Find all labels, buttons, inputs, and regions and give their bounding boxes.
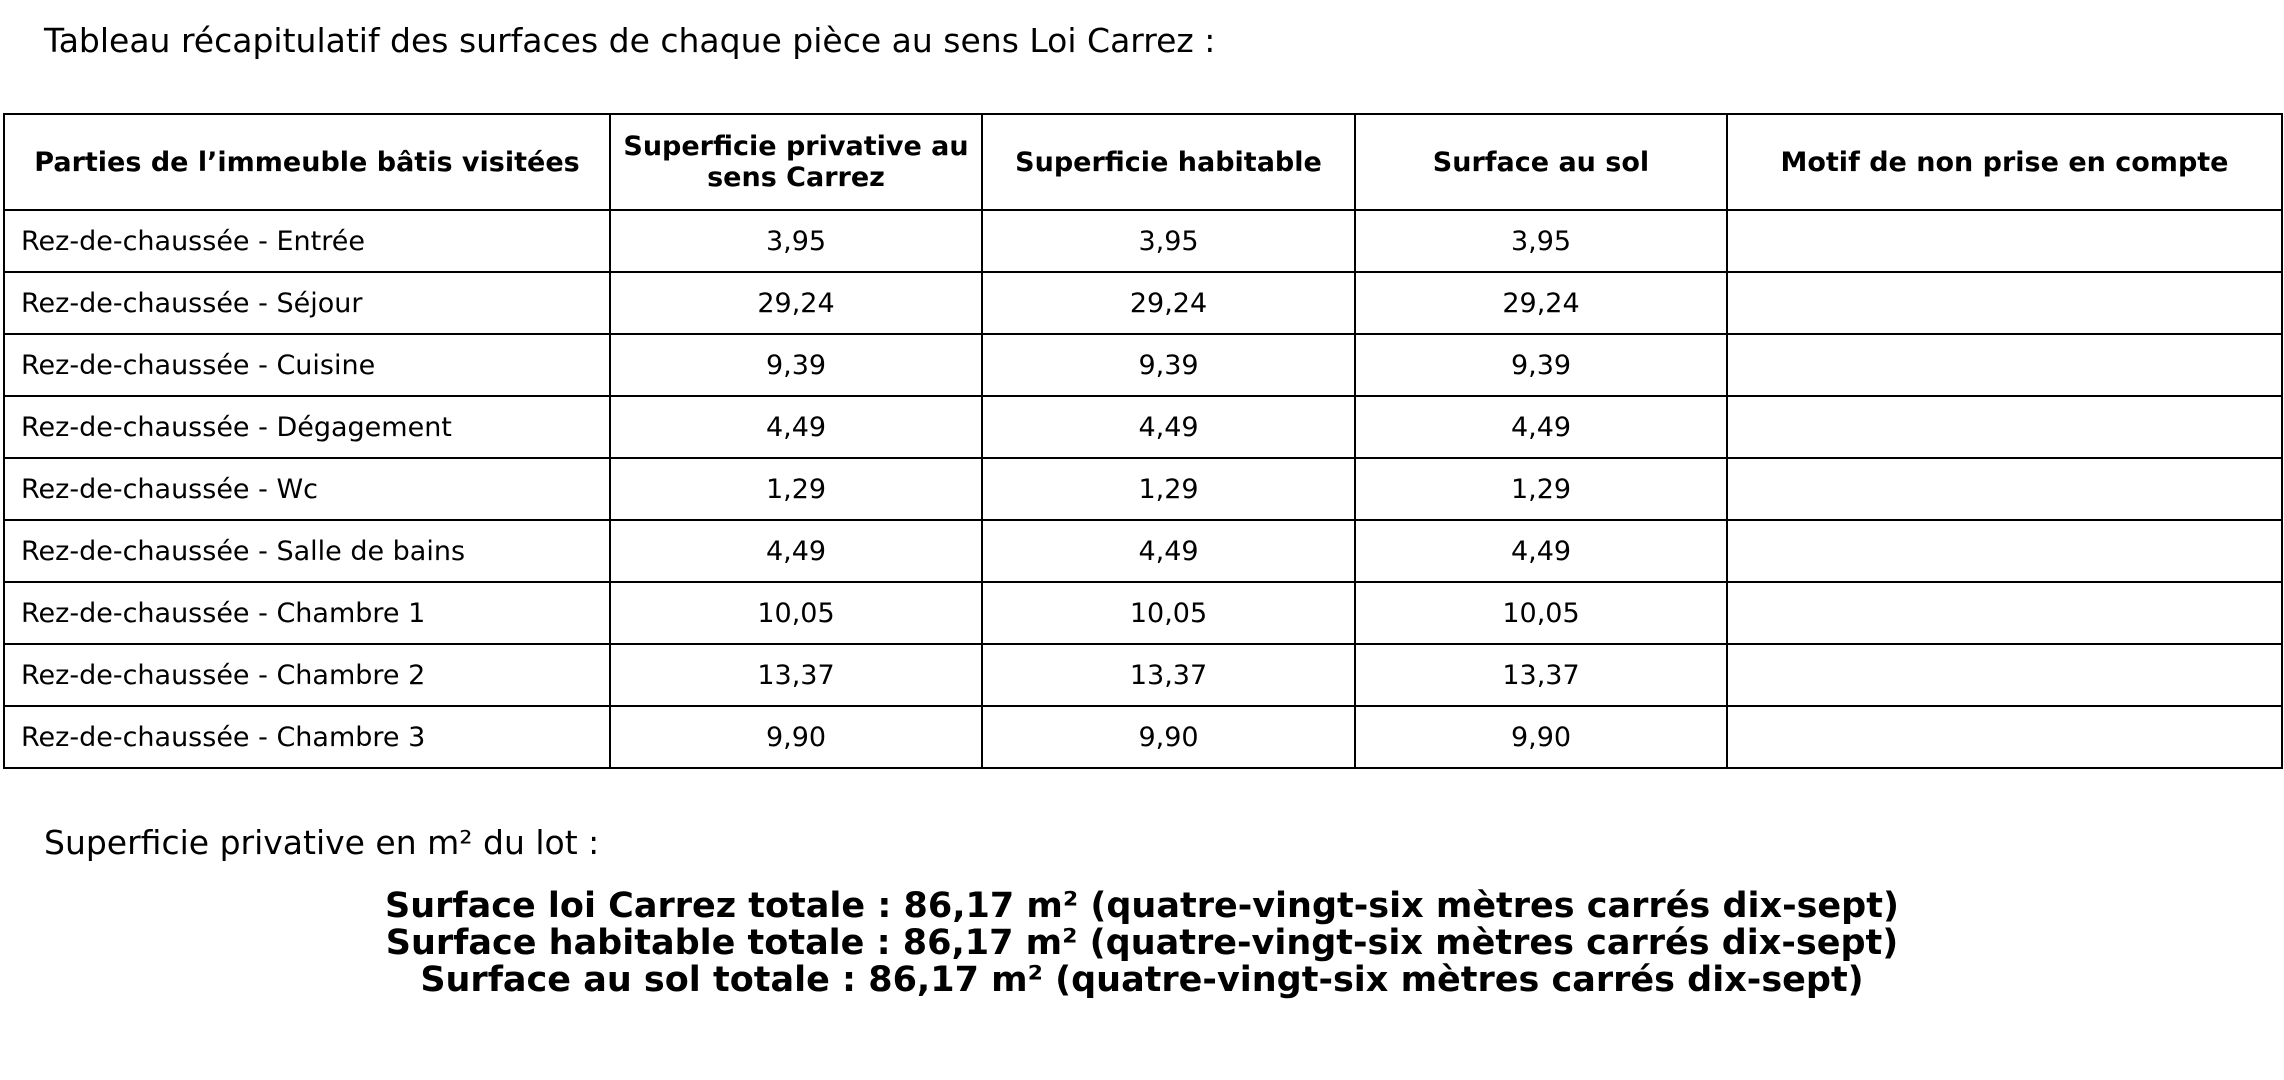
room-name: Rez-de-chaussée - Dégagement: [4, 396, 610, 458]
table-row: [4, 706, 2282, 768]
exclusion-reason-cell: [1727, 520, 2282, 582]
living-area-value: 9,90: [982, 706, 1355, 768]
floor-area-value: 3,95: [1355, 210, 1727, 272]
exclusion-reason-cell: [1727, 582, 2282, 644]
header-rooms: Parties de l’immeuble bâtis visitées: [4, 114, 610, 210]
exclusion-reason-cell: [1727, 644, 2282, 706]
floor-area-value: 9,90: [1355, 706, 1727, 768]
room-name: Rez-de-chaussée - Séjour: [4, 272, 610, 334]
carrez-area-value: 9,90: [610, 706, 982, 768]
carrez-area-value: 10,05: [610, 582, 982, 644]
living-area-value: 13,37: [982, 644, 1355, 706]
room-name: Rez-de-chaussée - Salle de bains: [4, 520, 610, 582]
table-row: [4, 520, 2282, 582]
carrez-area-value: 13,37: [610, 644, 982, 706]
header-floor-area: Surface au sol: [1355, 114, 1727, 210]
area-totals: [0, 888, 2284, 999]
carrez-total: Surface loi Carrez totale : 86,17 m² (quatre-vingt-six mètres carrés dix-sept): [385, 886, 1899, 926]
living-area-value: 29,24: [982, 272, 1355, 334]
carrez-area-value: 4,49: [610, 396, 982, 458]
table-row: [4, 272, 2282, 334]
floor-area-value: 10,05: [1355, 582, 1727, 644]
table-row: [4, 334, 2282, 396]
carrez-area-value: 9,39: [610, 334, 982, 396]
floor-area-value: 4,49: [1355, 396, 1727, 458]
table-row: [4, 582, 2282, 644]
carrez-area-value: 1,29: [610, 458, 982, 520]
exclusion-reason-cell: [1727, 396, 2282, 458]
lot-area-heading: Superficie privative en m² du lot :: [44, 823, 600, 862]
table-row: [4, 644, 2282, 706]
table-header-row: [4, 114, 2282, 210]
living-area-value: 1,29: [982, 458, 1355, 520]
living-area-value: 3,95: [982, 210, 1355, 272]
floor-area-value: 9,39: [1355, 334, 1727, 396]
floor-area-total: Surface au sol totale : 86,17 m² (quatre-vingt-six mètres carrés dix-sept): [420, 960, 1864, 1000]
living-area-value: 4,49: [982, 520, 1355, 582]
surface-summary-table: [3, 113, 2283, 769]
room-name: Rez-de-chaussée - Cuisine: [4, 334, 610, 396]
header-exclusion-reason: Motif de non prise en compte: [1727, 114, 2282, 210]
carrez-area-value: 29,24: [610, 272, 982, 334]
carrez-area-value: 4,49: [610, 520, 982, 582]
table-intro: Tableau récapitulatif des surfaces de chaque pièce au sens Loi Carrez :: [44, 21, 1216, 60]
exclusion-reason-cell: [1727, 706, 2282, 768]
header-living-area: Superficie habitable: [982, 114, 1355, 210]
living-area-value: 9,39: [982, 334, 1355, 396]
table-row: [4, 458, 2282, 520]
room-name: Rez-de-chaussée - Chambre 2: [4, 644, 610, 706]
exclusion-reason-cell: [1727, 334, 2282, 396]
exclusion-reason-cell: [1727, 272, 2282, 334]
floor-area-value: 13,37: [1355, 644, 1727, 706]
room-name: Rez-de-chaussée - Chambre 1: [4, 582, 610, 644]
room-name: Rez-de-chaussée - Chambre 3: [4, 706, 610, 768]
table-row: [4, 396, 2282, 458]
exclusion-reason-cell: [1727, 210, 2282, 272]
room-name: Rez-de-chaussée - Entrée: [4, 210, 610, 272]
living-area-value: 4,49: [982, 396, 1355, 458]
carrez-area-value: 3,95: [610, 210, 982, 272]
floor-area-value: 1,29: [1355, 458, 1727, 520]
living-area-total: Surface habitable totale : 86,17 m² (quatre-vingt-six mètres carrés dix-sept): [385, 923, 1899, 963]
header-carrez-area: Superficie privative au sens Carrez: [610, 114, 982, 210]
room-name: Rez-de-chaussée - Wc: [4, 458, 610, 520]
exclusion-reason-cell: [1727, 458, 2282, 520]
table-row: [4, 210, 2282, 272]
floor-area-value: 4,49: [1355, 520, 1727, 582]
living-area-value: 10,05: [982, 582, 1355, 644]
floor-area-value: 29,24: [1355, 272, 1727, 334]
